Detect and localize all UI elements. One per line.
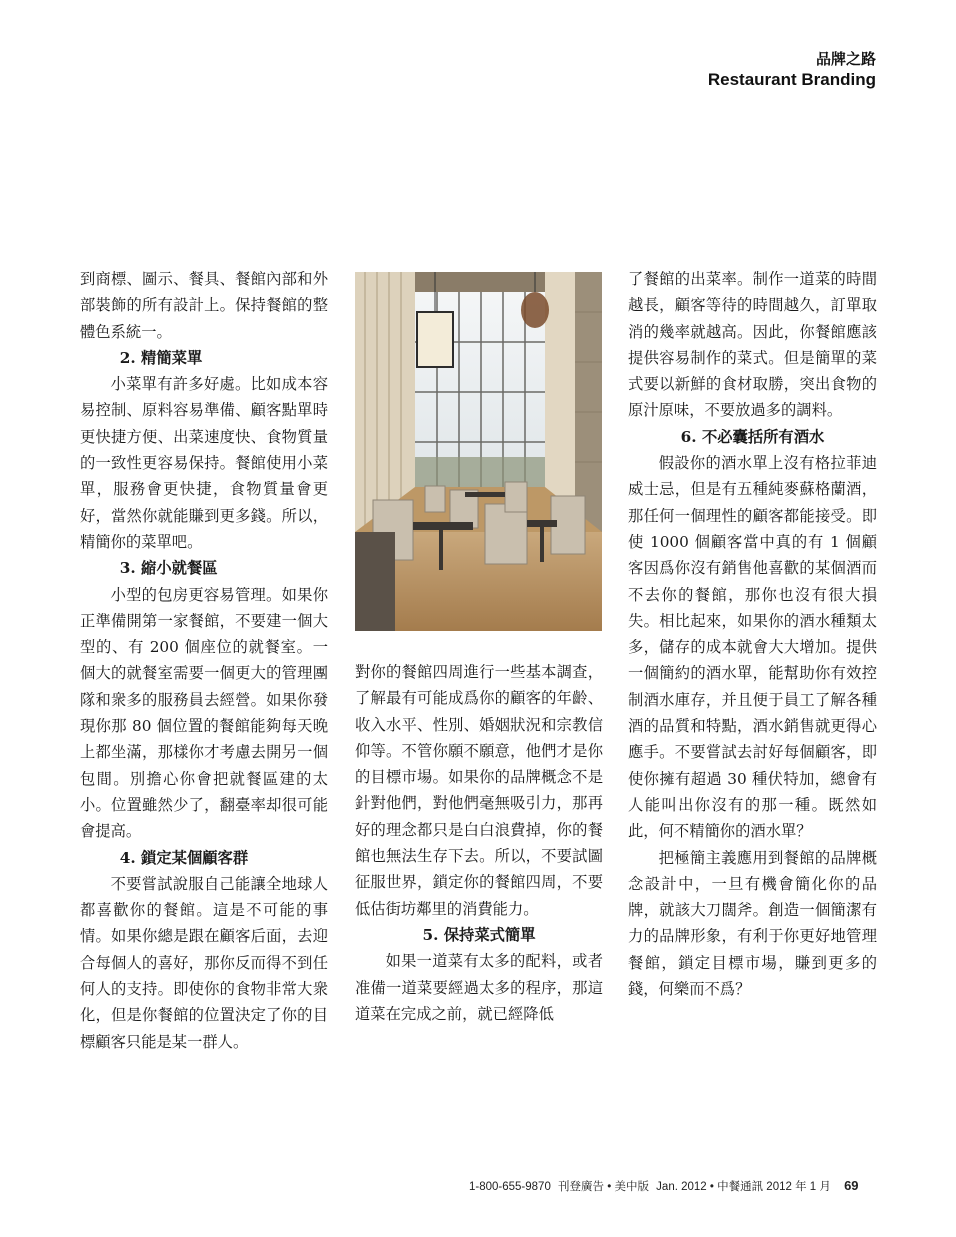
paragraph: 如果一道菜有太多的配料，或者准備一道菜要經過太多的程序，那這道菜在完成之前，就已經降低 [355,952,603,1023]
restaurant-interior-photo [355,272,602,631]
section-heading-5: 5. 保持菜式簡單 [422,925,536,944]
section-heading-3: 3. 縮小就餐區 [119,559,218,578]
paragraph: 假設你的酒水單上沒有格拉菲迪威士忌，但是有五種純麥蘇格蘭酒，那任何一個理性的顧客都能接受。即使 1000 個顧客當中真的有 1 個顧客因爲你沒有銷售他喜歡的某個酒而不去你的餐館，那你也沒有很大損失。相比起來，如果你的酒水種類太多，儲存的成本就會大大增加。提供一個簡約的酒水單，能幫助你有效控制酒水庫存，并且便于員工了解各種酒的品質和特點，酒水銷售就更得心應手。不要嘗試去討好每個顧客，即使你擁有超過 30 種伏特加，總會有人能叫出你沒有的那一種。既然如此，何不精簡你的酒水單？ [628,454,877,841]
paragraph: 小型的包房更容易管理。如果你正準備開第一家餐館，不要建一個大型的、有 200 個座位的就餐室。一個大的就餐室需要一個更大的管理團隊和衆多的服務員去經營。如果你發現你那 80 個位置的餐館能夠每天晚上都坐滿，那樣你才考慮去開另一個包間。別擔心你會把就餐區建的太小。位置雖然少了，翻臺率却很可能會提高。 [80,585,328,841]
paragraph: 不要嘗試說服自己能讓全地球人都喜歡你的餐館。這是不可能的事情。如果你總是跟在顧客后面，去迎合每個人的喜好，那你反而得不到任何人的支持。即使你的食物非常大衆化，但是你餐館的位置決定了你的目標顧客只能是某一群人。 [80,874,328,1051]
page-footer [469,1178,863,1194]
paragraph: 對你的餐館四周進行一些基本調查，了解最有可能成爲你的顧客的年齡、收入水平、性別、婚姻狀況和宗教信仰等。不管你願不願意，他們才是你的目標市場。如果你的品牌概念不是針對他們，對他們毫無吸引力，那再好的理念都只是白白浪費掉，你的餐館也無法生存下去。所以，不要試圖征服世界，鎖定你的餐館四周，不要低估街坊鄰里的消費能力。 [355,663,603,918]
footer-issue: Jan. 2012 • 中餐通訊 2012 年 1 月 [656,1181,831,1193]
right-column [628,266,877,1002]
section-heading-2: 2. 精簡菜單 [119,348,203,367]
section-title-zh: 品牌之路 [815,51,876,68]
footer-phone: 1-800-655-9870 [469,1181,551,1193]
section-title-en: Restaurant Branding [707,70,876,89]
section-heading-6: 6. 不必囊括所有酒水 [680,427,825,446]
paragraph: 到商標、圖示、餐具、餐館內部和外部裝飾的所有設計上。保持餐館的整體色系統一。 [80,270,328,341]
paragraph: 把極簡主義應用到餐館的品牌概念設計中，一旦有機會簡化你的品牌，就該大刀闊斧。創造一個簡潔有力的品牌形象，有利于你更好地管理餐館，鎖定目標市場，賺到更多的錢，何樂而不爲？ [628,848,877,999]
paragraph: 了餐館的出菜率。制作一道菜的時間越長，顧客等待的時間越久，訂單取消的幾率就越高。因此，你餐館應該提供容易制作的菜式。但是簡單的菜式要以新鮮的食材取勝，突出食物的原汁原味，不要放過多的調料。 [628,270,877,420]
left-column [80,266,328,1055]
paragraph: 小菜單有許多好處。比如成本容易控制、原料容易準備、顧客點單時更快捷方便、出菜速度快、食物質量的一致性更容易保持。餐館使用小菜單，服務會更快捷，食物質量會更好，當然你就能賺到更多錢。所以，精簡你的菜單吧。 [80,375,328,551]
page-number: 69 [844,1178,859,1193]
middle-column [355,659,603,1027]
running-header [708,50,876,91]
section-heading-4: 4. 鎖定某個顧客群 [119,848,249,867]
footer-ad-label: 刊登廣告 • 美中版 [558,1181,649,1193]
